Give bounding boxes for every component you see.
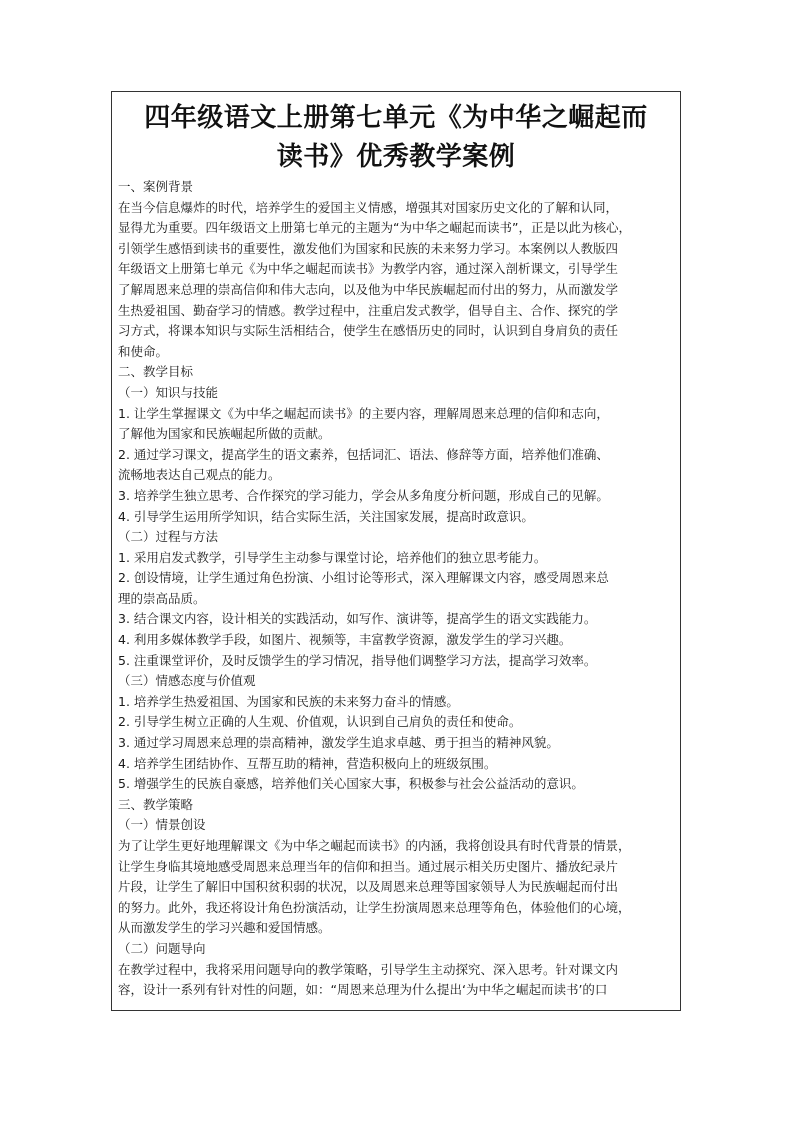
list-item-line: 了解他为国家和民族崛起所做的贡献。	[118, 426, 331, 442]
paragraph-line: 年级语文上册第七单元《为中华之崛起而读书》为教学内容，通过深入剖析课文，引导学生	[118, 261, 619, 277]
paragraph-line: 显得尤为重要。四年级语文上册第七单元的主题为“为中华之崛起而读书”，正是以此为核心，	[118, 220, 631, 236]
document-frame	[111, 91, 681, 1011]
document-body	[112, 177, 680, 1001]
subheading: （一）情景创设	[118, 817, 206, 833]
list-item-line: 流畅地表达自己观点的能力。	[118, 467, 281, 483]
paragraph-line: 的努力。此外，我还将设计角色扮演活动，让学生扮演周恩来总理等角色，体验他们的心境，	[118, 899, 631, 915]
list-item-line: 2. 通过学习课文，提高学生的语文素养，包括词汇、语法、修辞等方面，培养他们准确、	[118, 446, 609, 462]
list-item-line: 4. 引导学生运用所学知识，结合实际生活，关注国家发展，提高时政意识。	[118, 508, 534, 524]
paragraph-line: 和使命。	[118, 343, 169, 359]
subheading: （一）知识与技能	[118, 384, 219, 400]
list-item-line: 1. 让学生掌握课文《为中华之崛起而读书》的主要内容，理解周恩来总理的信仰和志向，	[118, 405, 609, 421]
list-item-line: 1. 培养学生热爱祖国、为国家和民族的未来努力奋斗的情感。	[118, 693, 459, 709]
list-item-line: 4. 培养学生团结协作、互帮互助的精神，营造积极向上的班级氛围。	[118, 755, 497, 771]
subheading: （二）过程与方法	[118, 529, 219, 545]
list-item-line: 5. 注重课堂评价，及时反馈学生的学习情况，指导他们调整学习方法，提高学习效率。	[118, 652, 597, 668]
title-line-2: 读书》优秀教学案例	[276, 142, 516, 172]
list-item-line: 1. 采用启发式教学，引导学生主动参与课堂讨论，培养他们的独立思考能力。	[118, 549, 547, 565]
paragraph-line: 在当今信息爆炸的时代，培养学生的爱国主义情感，增强其对国家历史文化的了解和认同，	[118, 199, 619, 215]
heading-section-2: 二、教学目标	[118, 364, 194, 380]
list-item-line: 4. 利用多媒体教学手段，如图片、视频等，丰富教学资源，激发学生的学习兴趣。	[118, 632, 572, 648]
list-item-line: 2. 引导学生树立正确的人生观、价值观，认识到自己肩负的责任和使命。	[118, 714, 522, 730]
paragraph-line: 习方式，将课本知识与实际生活相结合，使学生在感悟历史的同时，认识到自身肩负的责任	[118, 323, 619, 339]
heading-section-3: 三、教学策略	[118, 796, 194, 812]
paragraph-line: 引领学生感悟到读书的重要性，激发他们为国家和民族的未来努力学习。本案例以人教版四	[118, 240, 619, 256]
paragraph-line: 让学生身临其境地感受周恩来总理当年的信仰和担当。通过展示相关历史图片、播放纪录片	[118, 858, 619, 874]
document-title	[112, 92, 680, 177]
subheading: （三）情感态度与价值观	[118, 673, 256, 689]
list-item-line: 5. 增强学生的民族自豪感，培养他们关心国家大事，积极参与社会公益活动的意识。	[118, 776, 584, 792]
paragraph-line: 容，设计一系列有针对性的问题，如：“周恩来总理为什么提出‘为中华之崛起而读书’的口	[118, 982, 608, 998]
heading-section-1: 一、案例背景	[118, 179, 194, 194]
paragraph-line: 生热爱祖国、勤奋学习的情感。教学过程中，注重启发式教学，倡导自主、合作、探究的学	[118, 302, 619, 318]
list-item-line: 3. 通过学习周恩来总理的崇高精神，激发学生追求卓越、勇于担当的精神风貌。	[118, 735, 559, 751]
list-item-line: 3. 结合课文内容，设计相关的实践活动，如写作、演讲等，提高学生的语文实践能力。	[118, 611, 597, 627]
paragraph-line: 片段，让学生了解旧中国积贫积弱的状况，以及周恩来总理等国家领导人为民族崛起而付出	[118, 879, 619, 895]
list-item-line: 理的崇高品质。	[118, 590, 206, 606]
paragraph-line: 从而激发学生的学习兴趣和爱国情感。	[118, 920, 331, 936]
list-item-line: 3. 培养学生独立思考、合作探究的学习能力，学会从多角度分析问题，形成自己的见解。	[118, 487, 609, 503]
paragraph-line: 为了让学生更好地理解课文《为中华之崛起而读书》的内涵，我将创设具有时代背景的情景，	[118, 838, 631, 853]
subheading: （二）问题导向	[118, 940, 206, 956]
title-line-1: 四年级语文上册第七单元《为中华之崛起而	[144, 103, 648, 133]
paragraph-line: 在教学过程中，我将采用问题导向的教学策略，引导学生主动探究、深入思考。针对课文内	[118, 961, 619, 977]
list-item-line: 2. 创设情境，让学生通过角色扮演、小组讨论等形式，深入理解课文内容，感受周恩来总	[118, 570, 609, 586]
paragraph-line: 了解周恩来总理的崇高信仰和伟大志向，以及他为中华民族崛起而付出的努力，从而激发学	[118, 281, 619, 297]
